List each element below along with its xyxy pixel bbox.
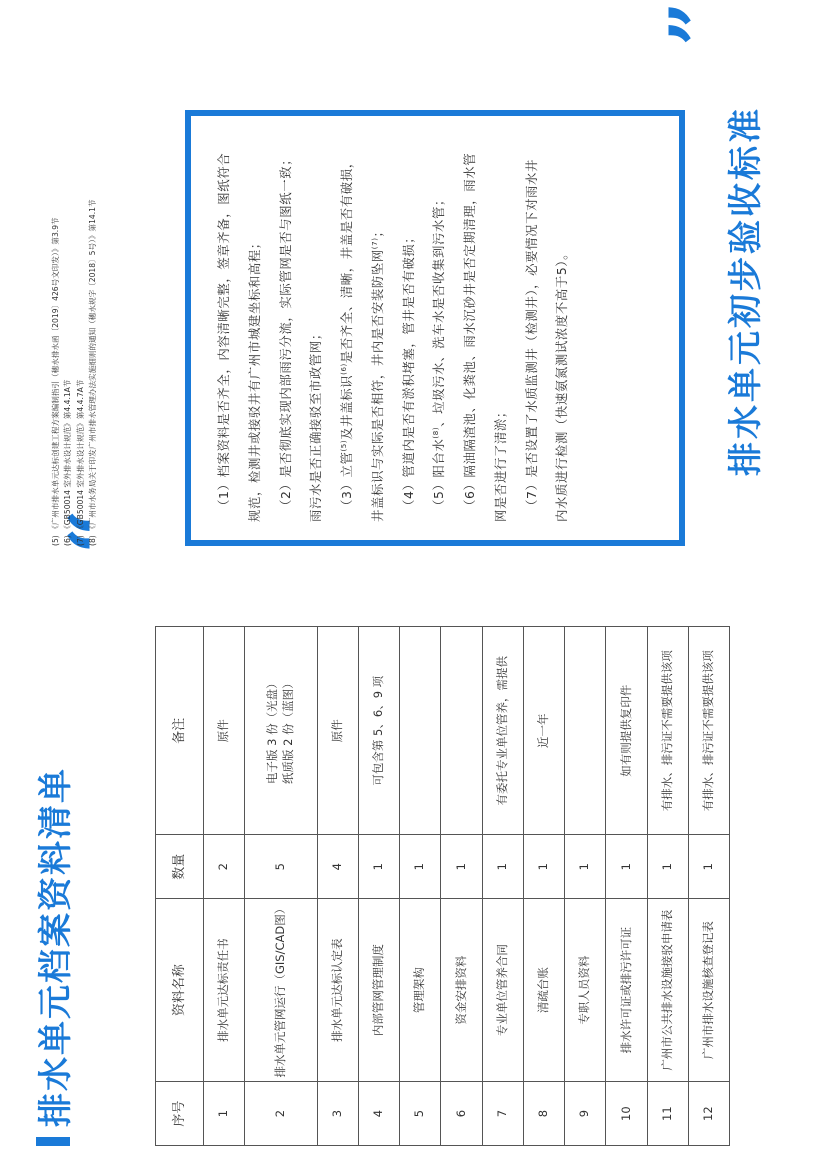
criterion-3b: 井盖标识与实际是否相符，井内是否安装防坠网$^{(7)}$； (369, 224, 385, 522)
table-row (245, 627, 317, 1146)
row-qty: 2 (204, 835, 245, 899)
row-no: 11 (647, 1082, 688, 1146)
criterion-7b: 内水质进行检测（快速氨氮测试浓度不高于5）。 (554, 246, 570, 522)
row-note (565, 627, 606, 835)
header-name: 资料名称 (156, 899, 204, 1082)
row-qty: 1 (688, 835, 729, 899)
row-note-line: 纸质版 2 份（蓝图） (280, 677, 295, 785)
row-qty: 1 (358, 835, 399, 899)
criterion-2b: 雨污水是否正确接驳至市政管网； (308, 327, 324, 522)
row-qty: 5 (245, 835, 317, 899)
row-note-line: 有排水、排污证不需要提供该项 (701, 650, 716, 812)
row-no: 10 (606, 1082, 647, 1146)
row-name: 排水单元达标认定表 (317, 899, 358, 1082)
row-no: 6 (441, 1082, 482, 1146)
row-note (606, 627, 647, 835)
table-row (565, 627, 606, 1146)
row-name: 专业单位管养合同 (482, 899, 523, 1082)
table-row (204, 627, 245, 1146)
row-note (647, 627, 688, 835)
row-name: 广州市公共排水设施接驳申请表 (647, 899, 688, 1082)
footnote-8: (8) 《广州市水务局关于印发广州市排水管理办法实施细则的通知（穗水规字〔2018〕5号）》第14.1节 (87, 199, 97, 546)
header-note: 备注 (156, 627, 204, 835)
footnote-5: (5) 《广州市排水单元达标创建工程方案编制指引（穗水排水函〔2019〕426号文印发）》第3.9节 (51, 217, 60, 546)
table-row (606, 627, 647, 1146)
criterion-2a: （2）是否彻底实现内部雨污分流，实际管网是否与图纸一致； (277, 152, 293, 512)
checklist-title-text: 排水单元档案资料清单 (36, 767, 76, 1127)
row-no: 1 (204, 1082, 245, 1146)
criterion-3a: （3）立管$^{(5)}$及井盖标识$^{(6)}$是否齐全、清晰，井盖是否有破损， (339, 155, 355, 512)
row-note (204, 627, 245, 835)
row-no: 4 (358, 1082, 399, 1146)
table-row (441, 627, 482, 1146)
table-row (688, 627, 729, 1146)
row-note-line: 原件 (330, 719, 344, 743)
row-note (317, 627, 358, 835)
footnote-7: (7) 《GB50014 室外排水设计规范》第4.4.7A节 (75, 379, 85, 546)
row-qty: 1 (565, 835, 606, 899)
criterion-5: （5）阳台水$^{(8)}$、垃圾污水、洗车水是否收集到污水管； (431, 193, 447, 512)
row-name: 排水许可证或排污许可证 (606, 899, 647, 1082)
row-no: 9 (565, 1082, 606, 1146)
row-qty: 1 (647, 835, 688, 899)
row-note (523, 627, 564, 835)
row-note-line: 电子版 3 份（光盘） (265, 677, 280, 785)
archive-checklist-table (155, 626, 730, 1146)
criterion-6b: 网是否进行了清淤； (492, 405, 508, 522)
header-no: 序号 (156, 1082, 204, 1146)
row-name: 专职人员资料 (565, 899, 606, 1082)
table-row (523, 627, 564, 1146)
row-qty: 1 (523, 835, 564, 899)
row-note-line: 如有则提供复印件 (618, 684, 633, 777)
row-name: 内部管网管理制度 (358, 899, 399, 1082)
header-qty: 数量 (156, 835, 204, 899)
footnote-6: (6) 《GB50014 室外排水设计规范》第4.4.1A节 (63, 379, 73, 546)
row-name: 管理架构 (400, 899, 441, 1082)
footnotes (50, 26, 99, 546)
close-quote-mark: ” (653, 1, 744, 46)
row-name: 排水单元达标责任书 (204, 899, 245, 1082)
row-name: 广州市排水设施核查登记表 (688, 899, 729, 1082)
row-no: 2 (245, 1082, 317, 1146)
row-name: 清疏台账 (523, 899, 564, 1082)
row-qty: 4 (317, 835, 358, 899)
row-note (245, 627, 317, 835)
table-row (317, 627, 358, 1146)
table-body (204, 627, 730, 1146)
row-qty: 1 (606, 835, 647, 899)
table-header-row (156, 627, 204, 1146)
row-note-line: 有排水、排污证不需要提供该项 (659, 650, 674, 812)
row-note (441, 627, 482, 835)
row-qty: 1 (482, 835, 523, 899)
criterion-1b: 规范，检测井或接驳井有广州市城建坐标和高程； (246, 236, 262, 522)
table-row (400, 627, 441, 1146)
row-note (688, 627, 729, 835)
row-note (482, 627, 523, 835)
row-note-line: 近一年 (536, 713, 551, 748)
row-name: 资金安排资料 (441, 899, 482, 1082)
table-row (482, 627, 523, 1146)
criterion-7a: （7）是否设置了水质监测井（检测井），必要情况下对雨水井 (523, 158, 539, 512)
criterion-6a: （6）隔油隔渣池、化粪池、雨水沉砂井是否定期清理，雨水管 (462, 152, 478, 512)
title-accent-bar (36, 1137, 70, 1146)
row-qty: 1 (441, 835, 482, 899)
row-note-line: 有委托专业单位管养，需提供 (494, 655, 509, 806)
row-no: 8 (523, 1082, 564, 1146)
row-name: 排水单元管网运行（GIS/CAD图） (245, 899, 317, 1082)
row-no: 3 (317, 1082, 358, 1146)
criterion-4: （4）管道内是否有淤积堵塞，管井是否有破损； (400, 230, 416, 512)
row-note (400, 627, 441, 835)
row-no: 7 (482, 1082, 523, 1146)
criteria-box (185, 110, 685, 546)
table-row (647, 627, 688, 1146)
criterion-1a: （1）档案资料是否齐全，内容清晰完整，签章齐备，图纸符合 (216, 152, 231, 512)
row-no: 5 (400, 1082, 441, 1146)
criteria-title: 排水单元初步验收标准 (726, 106, 766, 476)
open-quote-mark: “ (53, 509, 144, 554)
row-no: 12 (688, 1082, 729, 1146)
row-note (358, 627, 399, 835)
row-qty: 1 (400, 835, 441, 899)
row-note-line: 原件 (216, 719, 231, 743)
checklist-title (28, 767, 77, 1146)
table-row (358, 627, 399, 1146)
row-note-line: 可包含第 5、6、9 项 (371, 675, 386, 786)
